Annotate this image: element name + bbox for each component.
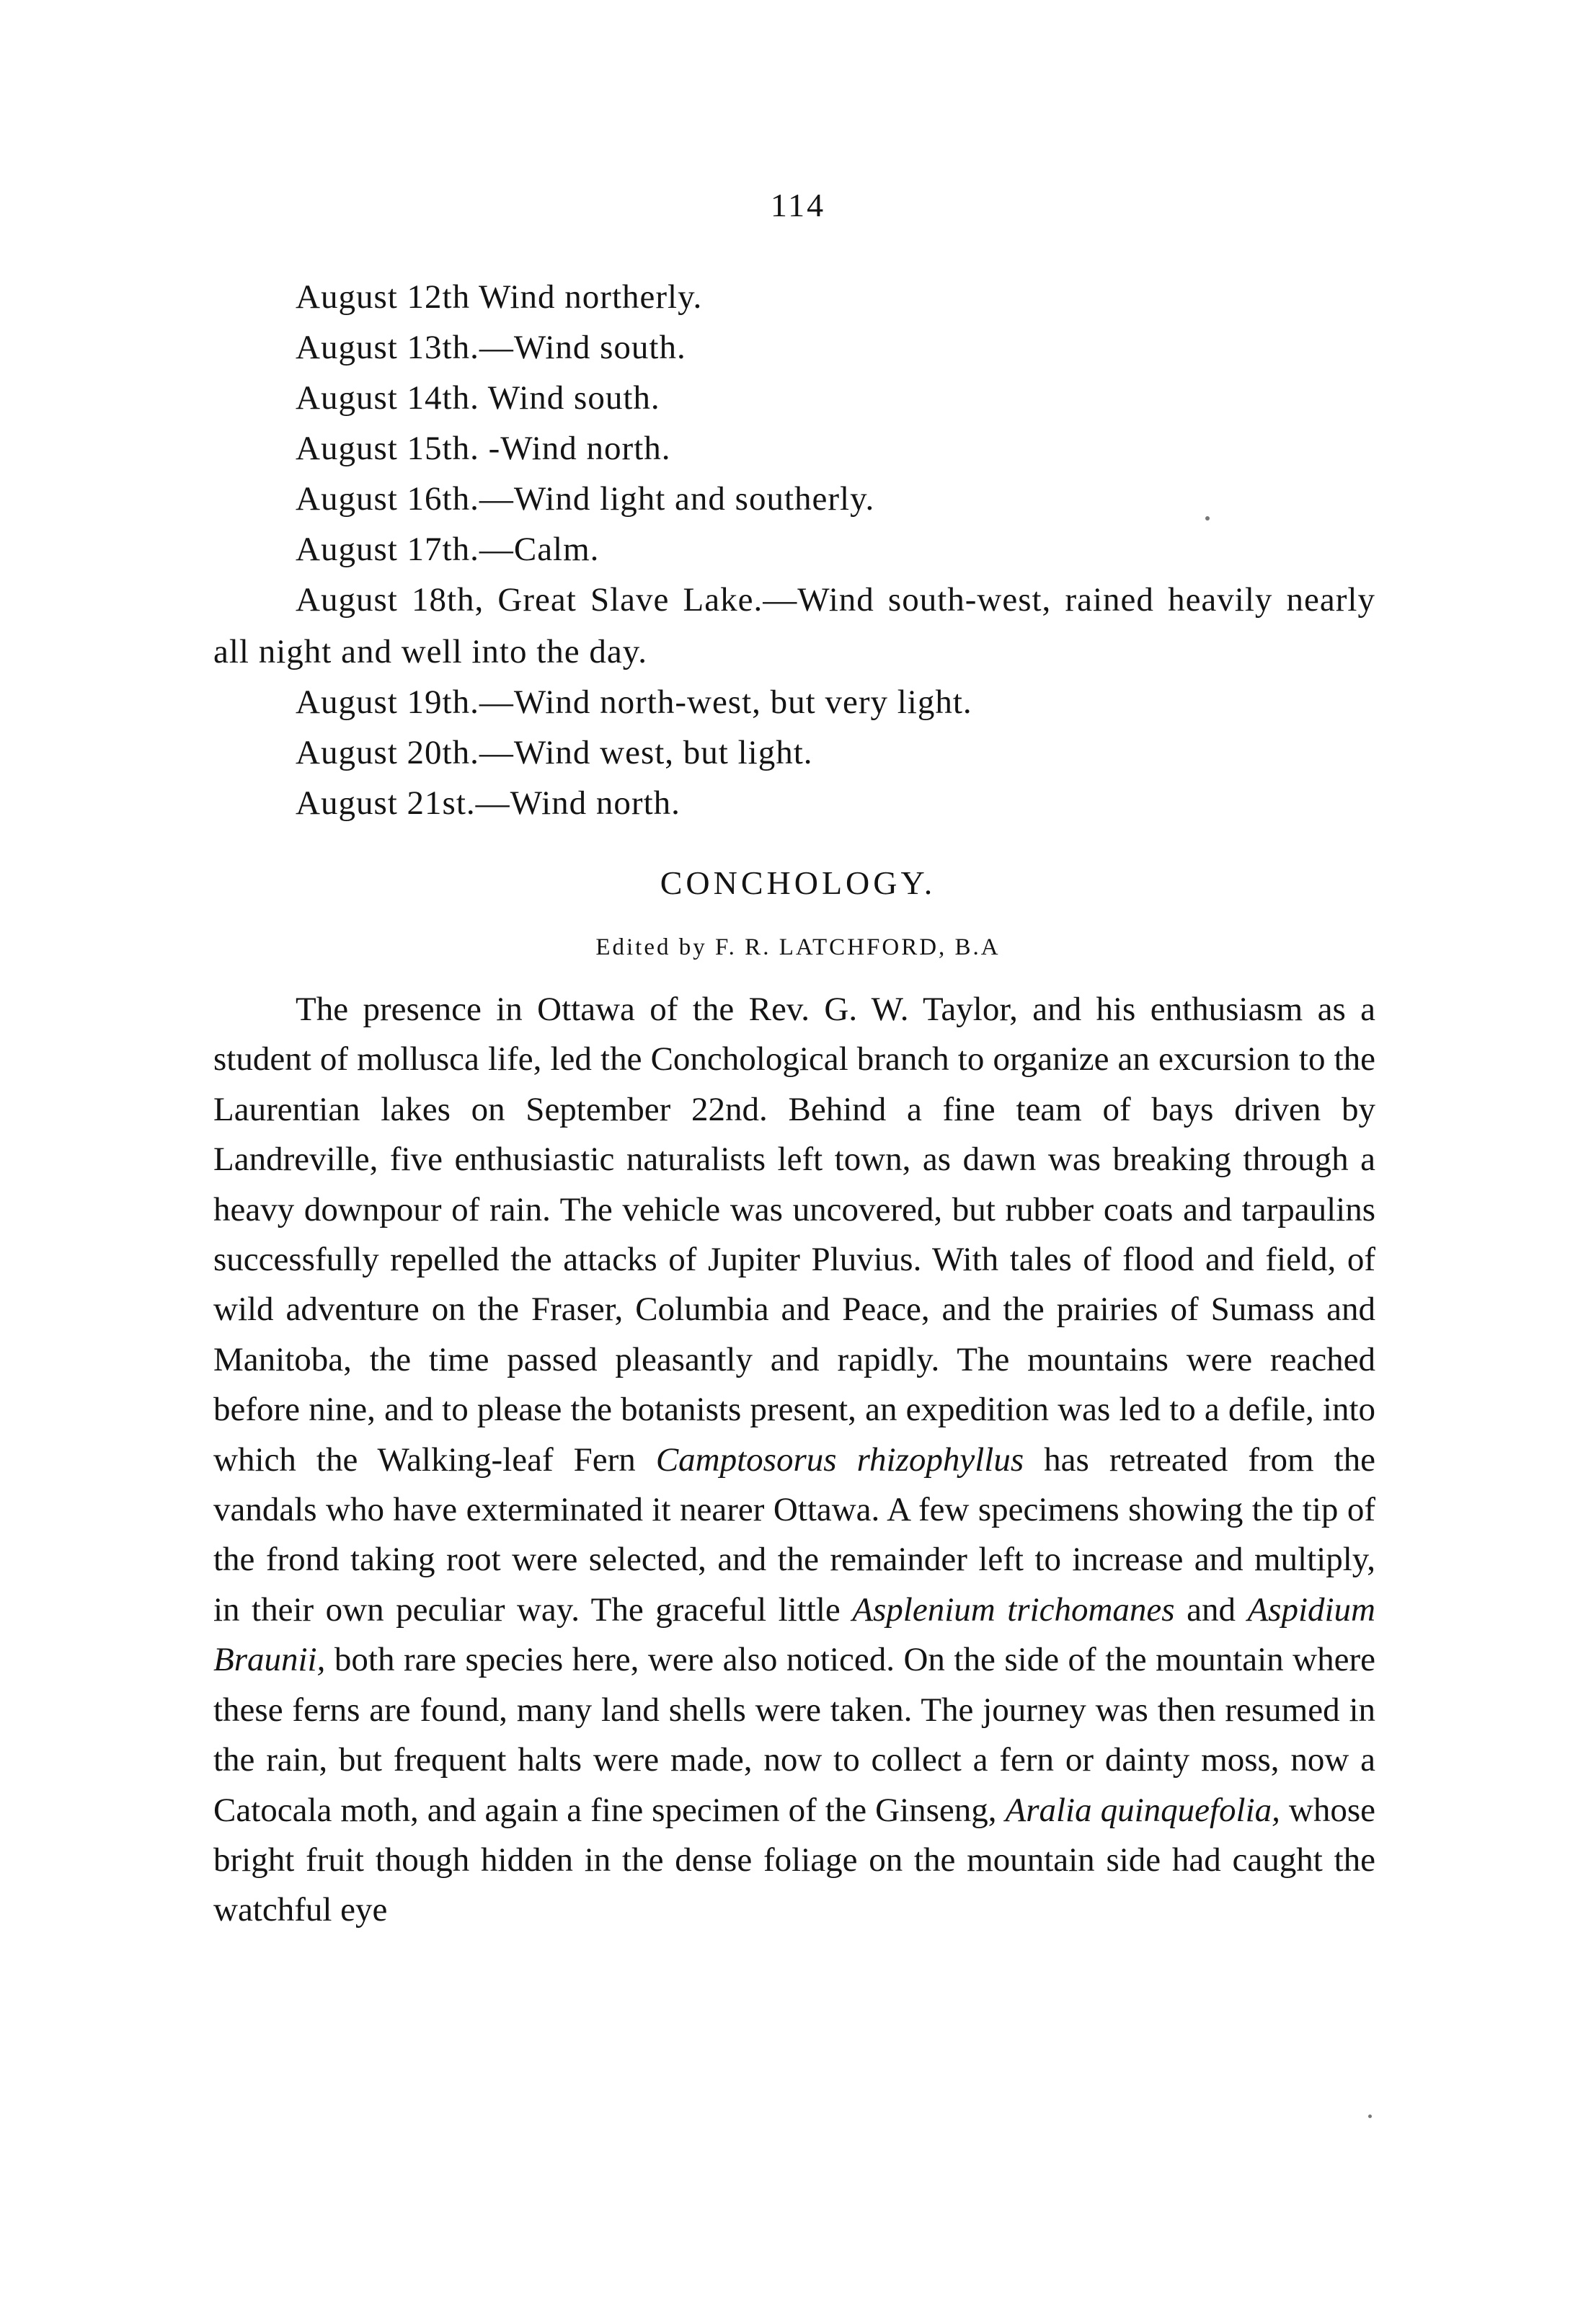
species-name: Aralia quinquefolia,	[1005, 1791, 1280, 1829]
weather-log-entry: August 13th.—Wind south.	[296, 329, 686, 366]
species-name: Camptosorus rhizophyllus	[655, 1440, 1024, 1479]
species-name: Asplenium trichomanes	[852, 1590, 1175, 1629]
weather-log-entry: August 12th Wind northerly.	[296, 278, 703, 316]
body-text-segment: has retreated from the vandals who have exterminated it nearer Ottawa. A few specimens showing the tip of the frond taking root were selected, and the remainder left to increase and multiply, in their own peculiar way. The graceful little	[213, 1440, 1376, 1629]
body-text-segment: The presence in Ottawa of the Rev. G. W. Taylor, and his enthusiasm as a student of mollusca life, led the Conchological branch to organize an excursion to the Laurentian lakes on September 22nd. Behind a fine team of bays driven by Landreville, five enthusiastic naturalists left town, as dawn was breaking through a heavy downpour of rain. The vehicle was uncovered, but rubber coats and tarpaulins successfully repelled the attacks of Jupiter Pluvius. With tales of flood and field, of wild adventure on the Fraser, Columbia and Peace, and the prairies of Sumass and Manitoba, the time passed pleasantly and rapidly. The mountains were reached before nine, and to please the botanists present, an expedition was led to a defile, into which the Walking-leaf Fern	[213, 991, 1375, 1479]
body-paragraph	[213, 985, 1375, 1936]
weather-log-entry: August 21st.—Wind north.	[296, 784, 680, 822]
species-name: Aspidium Braunii,	[213, 1590, 1375, 1679]
body-text-segment: whose bright fruit though hidden in the dense foliage on the mountain side had caught the watchful eye	[213, 1791, 1375, 1929]
weather-log-entry: August 16th.—Wind light and southerly.	[296, 480, 875, 518]
weather-log-entry-multiline: August 18th, Great Slave Lake.—Wind south-west, rained heavily nearly all night and well into the day.	[213, 581, 1375, 670]
weather-log-entry: August 17th.—Calm.	[296, 531, 600, 568]
page-number: 114	[770, 187, 826, 223]
body-text-segment: both rare species here, were also noticed. On the side of the mountain where these ferns are found, many land shells were taken. The journey was then resumed in the rain, but frequent halts were made, now to collect a fern or dainty moss, now a Catocala moth, and again a fine specimen of the Ginseng,	[213, 1641, 1375, 1829]
weather-log-entry: August 14th. Wind south.	[296, 379, 660, 417]
weather-log-entry: August 20th.—Wind west, but light.	[296, 734, 813, 771]
ink-speck	[1205, 516, 1210, 521]
ink-speck	[1368, 2115, 1372, 2118]
weather-log-entry: August 15th. -Wind north.	[296, 430, 671, 467]
section-byline: Edited by F. R. LATCHFORD, B.A	[595, 934, 1001, 960]
body-text-segment: and	[1174, 1590, 1248, 1629]
section-heading: CONCHOLOGY.	[660, 864, 936, 901]
weather-log-entry: August 19th.—Wind north-west, but very light.	[296, 683, 972, 721]
